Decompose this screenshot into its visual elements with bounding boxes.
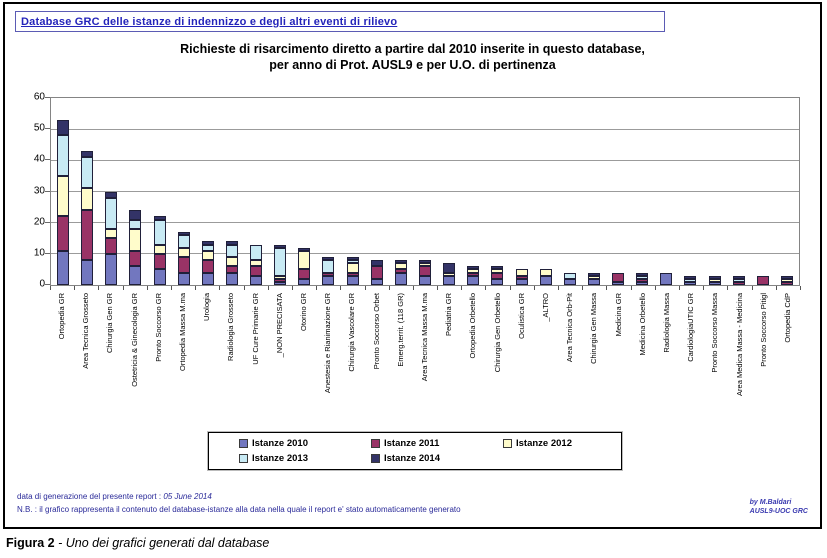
bar-stack bbox=[733, 276, 745, 285]
bar-segment bbox=[154, 220, 166, 245]
bar-segment bbox=[250, 245, 262, 261]
bar-segment bbox=[564, 279, 576, 285]
legend-label: Istanze 2014 bbox=[384, 453, 440, 464]
bar-stack bbox=[564, 273, 576, 285]
generation-date: 05 June 2014 bbox=[163, 492, 212, 501]
x-axis-category-label: Urologia bbox=[202, 293, 212, 321]
x-axis-category-label: Ortopedia Orbetello bbox=[468, 293, 478, 359]
x-axis-tick bbox=[50, 286, 51, 290]
x-axis-tick bbox=[485, 286, 486, 290]
x-axis-tick bbox=[727, 286, 728, 290]
x-axis-category-label: Area Tecnica Orb-Pit bbox=[565, 293, 575, 363]
bar-stack bbox=[81, 151, 93, 285]
x-axis-tick bbox=[147, 286, 148, 290]
bar-segment bbox=[684, 282, 696, 285]
bar-segment bbox=[419, 276, 431, 285]
bar-stack bbox=[57, 120, 69, 285]
x-axis-category-label: UF Cure Primarie GR bbox=[250, 293, 260, 365]
bar-segment bbox=[57, 251, 69, 285]
bar-stack bbox=[516, 269, 528, 285]
plot-area bbox=[50, 97, 800, 286]
bar-segment bbox=[540, 276, 552, 285]
y-axis-tick-label: 40 bbox=[33, 153, 45, 165]
bar-stack bbox=[154, 216, 166, 285]
bar-stack bbox=[588, 273, 600, 285]
bar-segment bbox=[371, 266, 383, 278]
x-axis-category-label: Pronto Soccorso Orbet bbox=[371, 293, 381, 370]
x-axis-category-label: Pronto Soccorso Pitigl bbox=[758, 293, 768, 367]
bar-segment bbox=[81, 210, 93, 260]
bar-segment bbox=[226, 257, 238, 266]
bar-segment bbox=[274, 282, 286, 285]
bar-segment bbox=[395, 273, 407, 285]
x-axis-tick bbox=[752, 286, 753, 290]
y-axis-tick bbox=[45, 97, 50, 98]
x-axis-tick bbox=[437, 286, 438, 290]
bar-stack bbox=[274, 245, 286, 285]
x-axis-tick bbox=[413, 286, 414, 290]
x-axis-category-label: CardiologiaUTIC GR bbox=[686, 293, 696, 362]
bar-segment bbox=[757, 276, 769, 285]
x-axis-tick bbox=[171, 286, 172, 290]
figure-caption bbox=[6, 536, 269, 550]
y-axis-tick bbox=[45, 222, 50, 223]
bar-segment bbox=[202, 251, 214, 260]
x-axis-tick bbox=[316, 286, 317, 290]
bar-segment bbox=[81, 188, 93, 210]
x-axis-tick bbox=[679, 286, 680, 290]
x-axis-labels bbox=[50, 291, 800, 427]
x-axis-ticks bbox=[50, 286, 800, 290]
bar-segment bbox=[322, 276, 334, 285]
x-axis-tick bbox=[268, 286, 269, 290]
report-header-box bbox=[15, 11, 665, 32]
bar-segment bbox=[81, 260, 93, 285]
x-axis-category-label: Oculistica GR bbox=[516, 293, 526, 339]
legend-item bbox=[239, 438, 371, 449]
bar-segment bbox=[491, 279, 503, 285]
bar-segment bbox=[178, 235, 190, 247]
bar-segment bbox=[129, 210, 141, 219]
legend-item bbox=[503, 438, 621, 449]
x-axis-tick bbox=[800, 286, 801, 290]
bar-segment bbox=[202, 260, 214, 272]
author-byline bbox=[750, 498, 808, 516]
legend-item bbox=[371, 453, 503, 464]
y-axis-tick-label: 20 bbox=[33, 216, 45, 228]
x-axis-category-label: Chirurgia Vascolare GR bbox=[347, 293, 357, 372]
bar-segment bbox=[612, 282, 624, 285]
x-axis-category-label: Area Tecnica Massa M.ma bbox=[420, 293, 429, 382]
bar-segment bbox=[202, 273, 214, 285]
x-axis-tick bbox=[631, 286, 632, 290]
report-generation-line bbox=[17, 492, 212, 501]
x-axis-tick bbox=[510, 286, 511, 290]
x-axis-tick bbox=[98, 286, 99, 290]
legend-swatch bbox=[239, 439, 248, 448]
bar-segment bbox=[129, 229, 141, 251]
x-axis-tick bbox=[365, 286, 366, 290]
bar-stack bbox=[178, 232, 190, 285]
bar-segment bbox=[57, 216, 69, 250]
bar-segment bbox=[443, 263, 455, 272]
x-axis-category-label: Emerg.territ. (118 GR) bbox=[395, 293, 405, 367]
legend-item bbox=[371, 438, 503, 449]
x-axis-category-label: Chirurgia Gen Orbetello bbox=[492, 293, 502, 373]
legend-grid bbox=[239, 438, 621, 464]
y-axis-tick bbox=[45, 128, 50, 129]
legend-label: Istanze 2010 bbox=[252, 438, 308, 449]
x-axis-tick bbox=[389, 286, 390, 290]
x-axis-tick bbox=[123, 286, 124, 290]
bar-segment bbox=[636, 282, 648, 285]
y-axis-tick-label: 10 bbox=[33, 247, 45, 259]
bar-segment bbox=[154, 254, 166, 270]
bar-segment bbox=[709, 282, 721, 285]
figure-frame bbox=[3, 2, 822, 529]
chart-title-line2: per anno di Prot. AUSL9 e per U.O. di pertinenza bbox=[269, 58, 556, 72]
legend-swatch bbox=[239, 454, 248, 463]
y-axis-tick bbox=[45, 191, 50, 192]
gridline bbox=[51, 191, 799, 192]
bar-stack bbox=[636, 273, 648, 285]
bar-stack bbox=[105, 192, 117, 285]
bar-segment bbox=[660, 273, 672, 285]
y-axis-tick-label: 50 bbox=[33, 122, 45, 134]
legend-swatch bbox=[503, 439, 512, 448]
legend-label: Istanze 2012 bbox=[516, 438, 572, 449]
bar-stack bbox=[129, 210, 141, 285]
figure-caption-text: Uno dei grafici generati dal database bbox=[65, 536, 270, 550]
bar-segment bbox=[178, 248, 190, 257]
x-axis-category-label: Anestesia e Rianimazione GR bbox=[323, 293, 333, 394]
y-axis-tick bbox=[45, 253, 50, 254]
x-axis-tick bbox=[655, 286, 656, 290]
bar-stack bbox=[781, 276, 793, 285]
bar-segment bbox=[347, 263, 359, 272]
legend-label: Istanze 2011 bbox=[384, 438, 440, 449]
bar-segment bbox=[443, 276, 455, 285]
figure-caption-separator: - bbox=[54, 536, 66, 550]
bar-segment bbox=[57, 176, 69, 217]
x-axis-category-label: Area Medica Massa - Medicina bbox=[734, 293, 744, 396]
byline-org: AUSL9-UOC GRC bbox=[749, 508, 808, 515]
x-axis-category-label: Chirurgia Gen GR bbox=[105, 293, 115, 354]
bar-stack bbox=[202, 241, 214, 285]
generation-prefix: data di generazione del presente report : bbox=[17, 492, 164, 501]
bar-segment bbox=[178, 257, 190, 273]
y-axis-tick-label: 30 bbox=[33, 185, 45, 196]
x-axis-tick bbox=[558, 286, 559, 290]
bar-segment bbox=[226, 245, 238, 257]
x-axis-category-label: Medicina GR bbox=[613, 293, 623, 337]
x-axis-category-label: Chirurgia Gen Massa bbox=[589, 293, 599, 364]
bar-stack bbox=[660, 273, 672, 285]
y-axis-tick bbox=[45, 159, 50, 160]
legend-item bbox=[239, 453, 371, 464]
bar-stack bbox=[395, 260, 407, 285]
bar-segment bbox=[154, 269, 166, 285]
x-axis-tick bbox=[534, 286, 535, 290]
bar-segment bbox=[105, 198, 117, 229]
bar-segment bbox=[347, 276, 359, 285]
bar-stack bbox=[371, 260, 383, 285]
x-axis-tick bbox=[244, 286, 245, 290]
x-axis-tick bbox=[606, 286, 607, 290]
bar-segment bbox=[81, 157, 93, 188]
bar-stack bbox=[684, 276, 696, 285]
bar-stack bbox=[347, 257, 359, 285]
x-axis-tick bbox=[195, 286, 196, 290]
bar-stack bbox=[709, 276, 721, 285]
bar-segment bbox=[129, 266, 141, 285]
bar-segment bbox=[105, 229, 117, 238]
x-axis-category-label: _ALTRO bbox=[540, 293, 550, 322]
bar-stack bbox=[250, 245, 262, 285]
bar-segment bbox=[154, 245, 166, 254]
bar-segment bbox=[419, 266, 431, 275]
report-header-title: Database GRC delle istanze di indennizzo e degli altri eventi di rilievo bbox=[21, 15, 398, 28]
bar-segment bbox=[298, 279, 310, 285]
bar-segment bbox=[322, 260, 334, 272]
x-axis-category-label: Radiologia Massa bbox=[661, 293, 671, 353]
bar-stack bbox=[491, 266, 503, 285]
x-axis-tick bbox=[74, 286, 75, 290]
bar-segment bbox=[226, 273, 238, 285]
x-axis-category-label: Area Tecnica Grosseto bbox=[81, 293, 91, 369]
bar-segment bbox=[298, 269, 310, 278]
x-axis-tick bbox=[461, 286, 462, 290]
bar-segment bbox=[57, 135, 69, 176]
bar-stack bbox=[443, 263, 455, 285]
bar-segment bbox=[274, 248, 286, 276]
x-axis-category-label: Otorino GR bbox=[299, 293, 309, 331]
chart-legend bbox=[208, 432, 622, 470]
bar-segment bbox=[588, 279, 600, 285]
report-nb-line: N.B. : il grafico rappresenta il contenuto del database-istanze alla data nella quale il report e' stato automaticamente generato bbox=[17, 505, 461, 514]
bar-segment bbox=[516, 279, 528, 285]
bar-segment bbox=[298, 251, 310, 270]
figure-caption-label: Figura 2 bbox=[6, 536, 55, 550]
y-axis-tick-label: 60 bbox=[33, 91, 45, 103]
x-axis-tick bbox=[776, 286, 777, 290]
bar-stack bbox=[298, 248, 310, 285]
x-axis-category-label: Ortopedia CdP bbox=[782, 293, 792, 343]
bar-stack bbox=[612, 273, 624, 285]
bar-stack bbox=[540, 269, 552, 285]
x-axis-tick bbox=[219, 286, 220, 290]
x-axis-tick bbox=[703, 286, 704, 290]
bar-segment bbox=[129, 251, 141, 267]
x-axis-tick bbox=[582, 286, 583, 290]
bar-segment bbox=[105, 238, 117, 254]
bar-stack bbox=[419, 260, 431, 285]
x-axis-tick bbox=[292, 286, 293, 290]
gridline bbox=[51, 160, 799, 161]
x-axis-category-label: _NON PRECISATA bbox=[274, 293, 284, 358]
legend-swatch bbox=[371, 439, 380, 448]
bar-stack bbox=[226, 241, 238, 285]
legend-label: Istanze 2013 bbox=[252, 453, 308, 464]
x-axis-category-label: Ortopedia Massa M.ma bbox=[178, 293, 188, 371]
gridline bbox=[51, 129, 799, 130]
x-axis-category-label: Medicina Orbetello bbox=[637, 293, 647, 356]
bar-stack bbox=[322, 257, 334, 285]
bar-segment bbox=[250, 266, 262, 275]
bar-segment bbox=[250, 276, 262, 285]
bar-segment bbox=[371, 279, 383, 285]
bar-segment bbox=[781, 282, 793, 285]
x-axis-category-label: Ortopedia GR bbox=[57, 293, 67, 340]
bar-segment bbox=[467, 276, 479, 285]
y-axis-labels bbox=[5, 91, 47, 290]
chart-title-line1: Richieste di risarcimento diretto a partire dal 2010 inserite in questo database, bbox=[180, 42, 645, 56]
bar-stack bbox=[467, 266, 479, 285]
byline-author: by M.Baldari bbox=[749, 499, 792, 506]
x-axis-category-label: Radiologia Grosseto bbox=[226, 293, 236, 361]
y-axis-tick bbox=[45, 284, 50, 285]
bar-segment bbox=[57, 120, 69, 136]
x-axis-tick bbox=[340, 286, 341, 290]
chart-title bbox=[5, 41, 820, 73]
y-axis-tick-label: 0 bbox=[39, 278, 45, 290]
x-axis-category-label: Pronto Soccorso Massa bbox=[710, 293, 720, 373]
bar-segment bbox=[733, 282, 745, 285]
bar-segment bbox=[105, 254, 117, 285]
bar-segment bbox=[129, 220, 141, 229]
x-axis-category-label: Pediatria GR bbox=[444, 293, 454, 336]
bar-stack bbox=[757, 276, 769, 285]
bar-segment bbox=[178, 273, 190, 285]
x-axis-category-label: Pronto Soccorso GR bbox=[153, 293, 163, 362]
x-axis-category-label: Ostetricia & Ginecologia GR bbox=[129, 293, 139, 387]
legend-swatch bbox=[371, 454, 380, 463]
bar-segment bbox=[612, 273, 624, 282]
